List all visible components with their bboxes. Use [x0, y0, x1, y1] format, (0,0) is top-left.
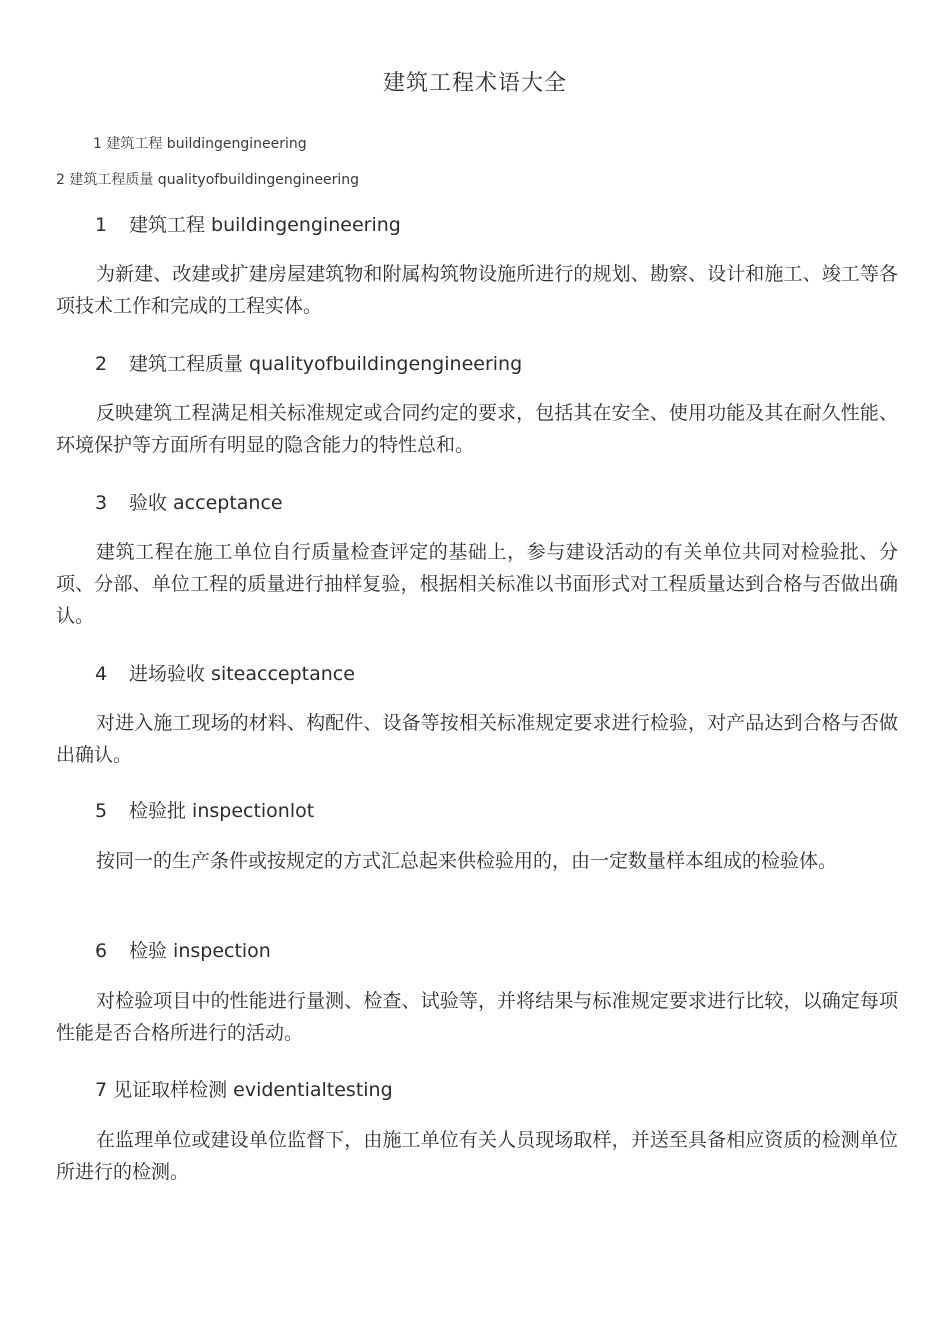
section-number: 6	[95, 940, 108, 962]
section-number: 3	[95, 492, 108, 514]
page-title: 建筑工程术语大全	[382, 71, 567, 96]
section-heading	[95, 488, 283, 515]
section-term: 进场验收 siteacceptance	[129, 663, 355, 685]
section-definition: 在监理单位或建设单位监督下，由施工单位有关人员现场取样，并送至具备相应资质的检测单位所进行的检测。	[56, 1129, 898, 1183]
section-definition: 对进入施工现场的材料、构配件、设备等按相关标准规定要求进行检验，对产品达到合格与否做出确认。	[56, 712, 898, 766]
section-heading	[95, 796, 314, 823]
section-heading	[95, 659, 355, 686]
section-definition: 建筑工程在施工单位自行质量检查评定的基础上，参与建设活动的有关单位共同对检验批、分项、分部、单位工程的质量进行抽样复验，根据相关标准以书面形式对工程质量达到合格与否做出确认。	[56, 541, 898, 627]
toc-item: 2 建筑工程质量 qualityofbuildingengineering	[56, 172, 360, 188]
section-definition: 反映建筑工程满足相关标准规定或合同约定的要求，包括其在安全、使用功能及其在耐久性能、环境保护等方面所有明显的隐含能力的特性总和。	[56, 402, 898, 456]
section-number: 1	[95, 214, 108, 236]
section-number: 7	[95, 1079, 108, 1101]
section-heading	[95, 349, 522, 376]
section-heading	[95, 210, 401, 237]
toc-item: 1 建筑工程 buildingengineering	[93, 136, 307, 152]
section-term: 验收 acceptance	[129, 492, 283, 514]
section-number: 4	[95, 663, 108, 685]
section-definition: 对检验项目中的性能进行量测、检查、试验等，并将结果与标准规定要求进行比较，以确定每项性能是否合格所进行的活动。	[56, 990, 898, 1044]
section-heading	[95, 1075, 393, 1102]
section-term: 见证取样检测 evidentialtesting	[113, 1079, 393, 1101]
section-heading	[95, 936, 271, 963]
section-number: 2	[95, 353, 108, 375]
section-term: 建筑工程 buildingengineering	[129, 214, 401, 236]
section-definition: 为新建、改建或扩建房屋建筑物和附属构筑物设施所进行的规划、勘察、设计和施工、竣工等各项技术工作和完成的工程实体。	[56, 263, 898, 317]
section-term: 检验批 inspectionlot	[129, 800, 315, 822]
section-definition: 按同一的生产条件或按规定的方式汇总起来供检验用的，由一定数量样本组成的检验体。	[96, 850, 838, 872]
section-term: 检验 inspection	[129, 940, 271, 962]
section-term: 建筑工程质量 qualityofbuildingengineering	[129, 353, 523, 375]
section-number: 5	[95, 800, 108, 822]
